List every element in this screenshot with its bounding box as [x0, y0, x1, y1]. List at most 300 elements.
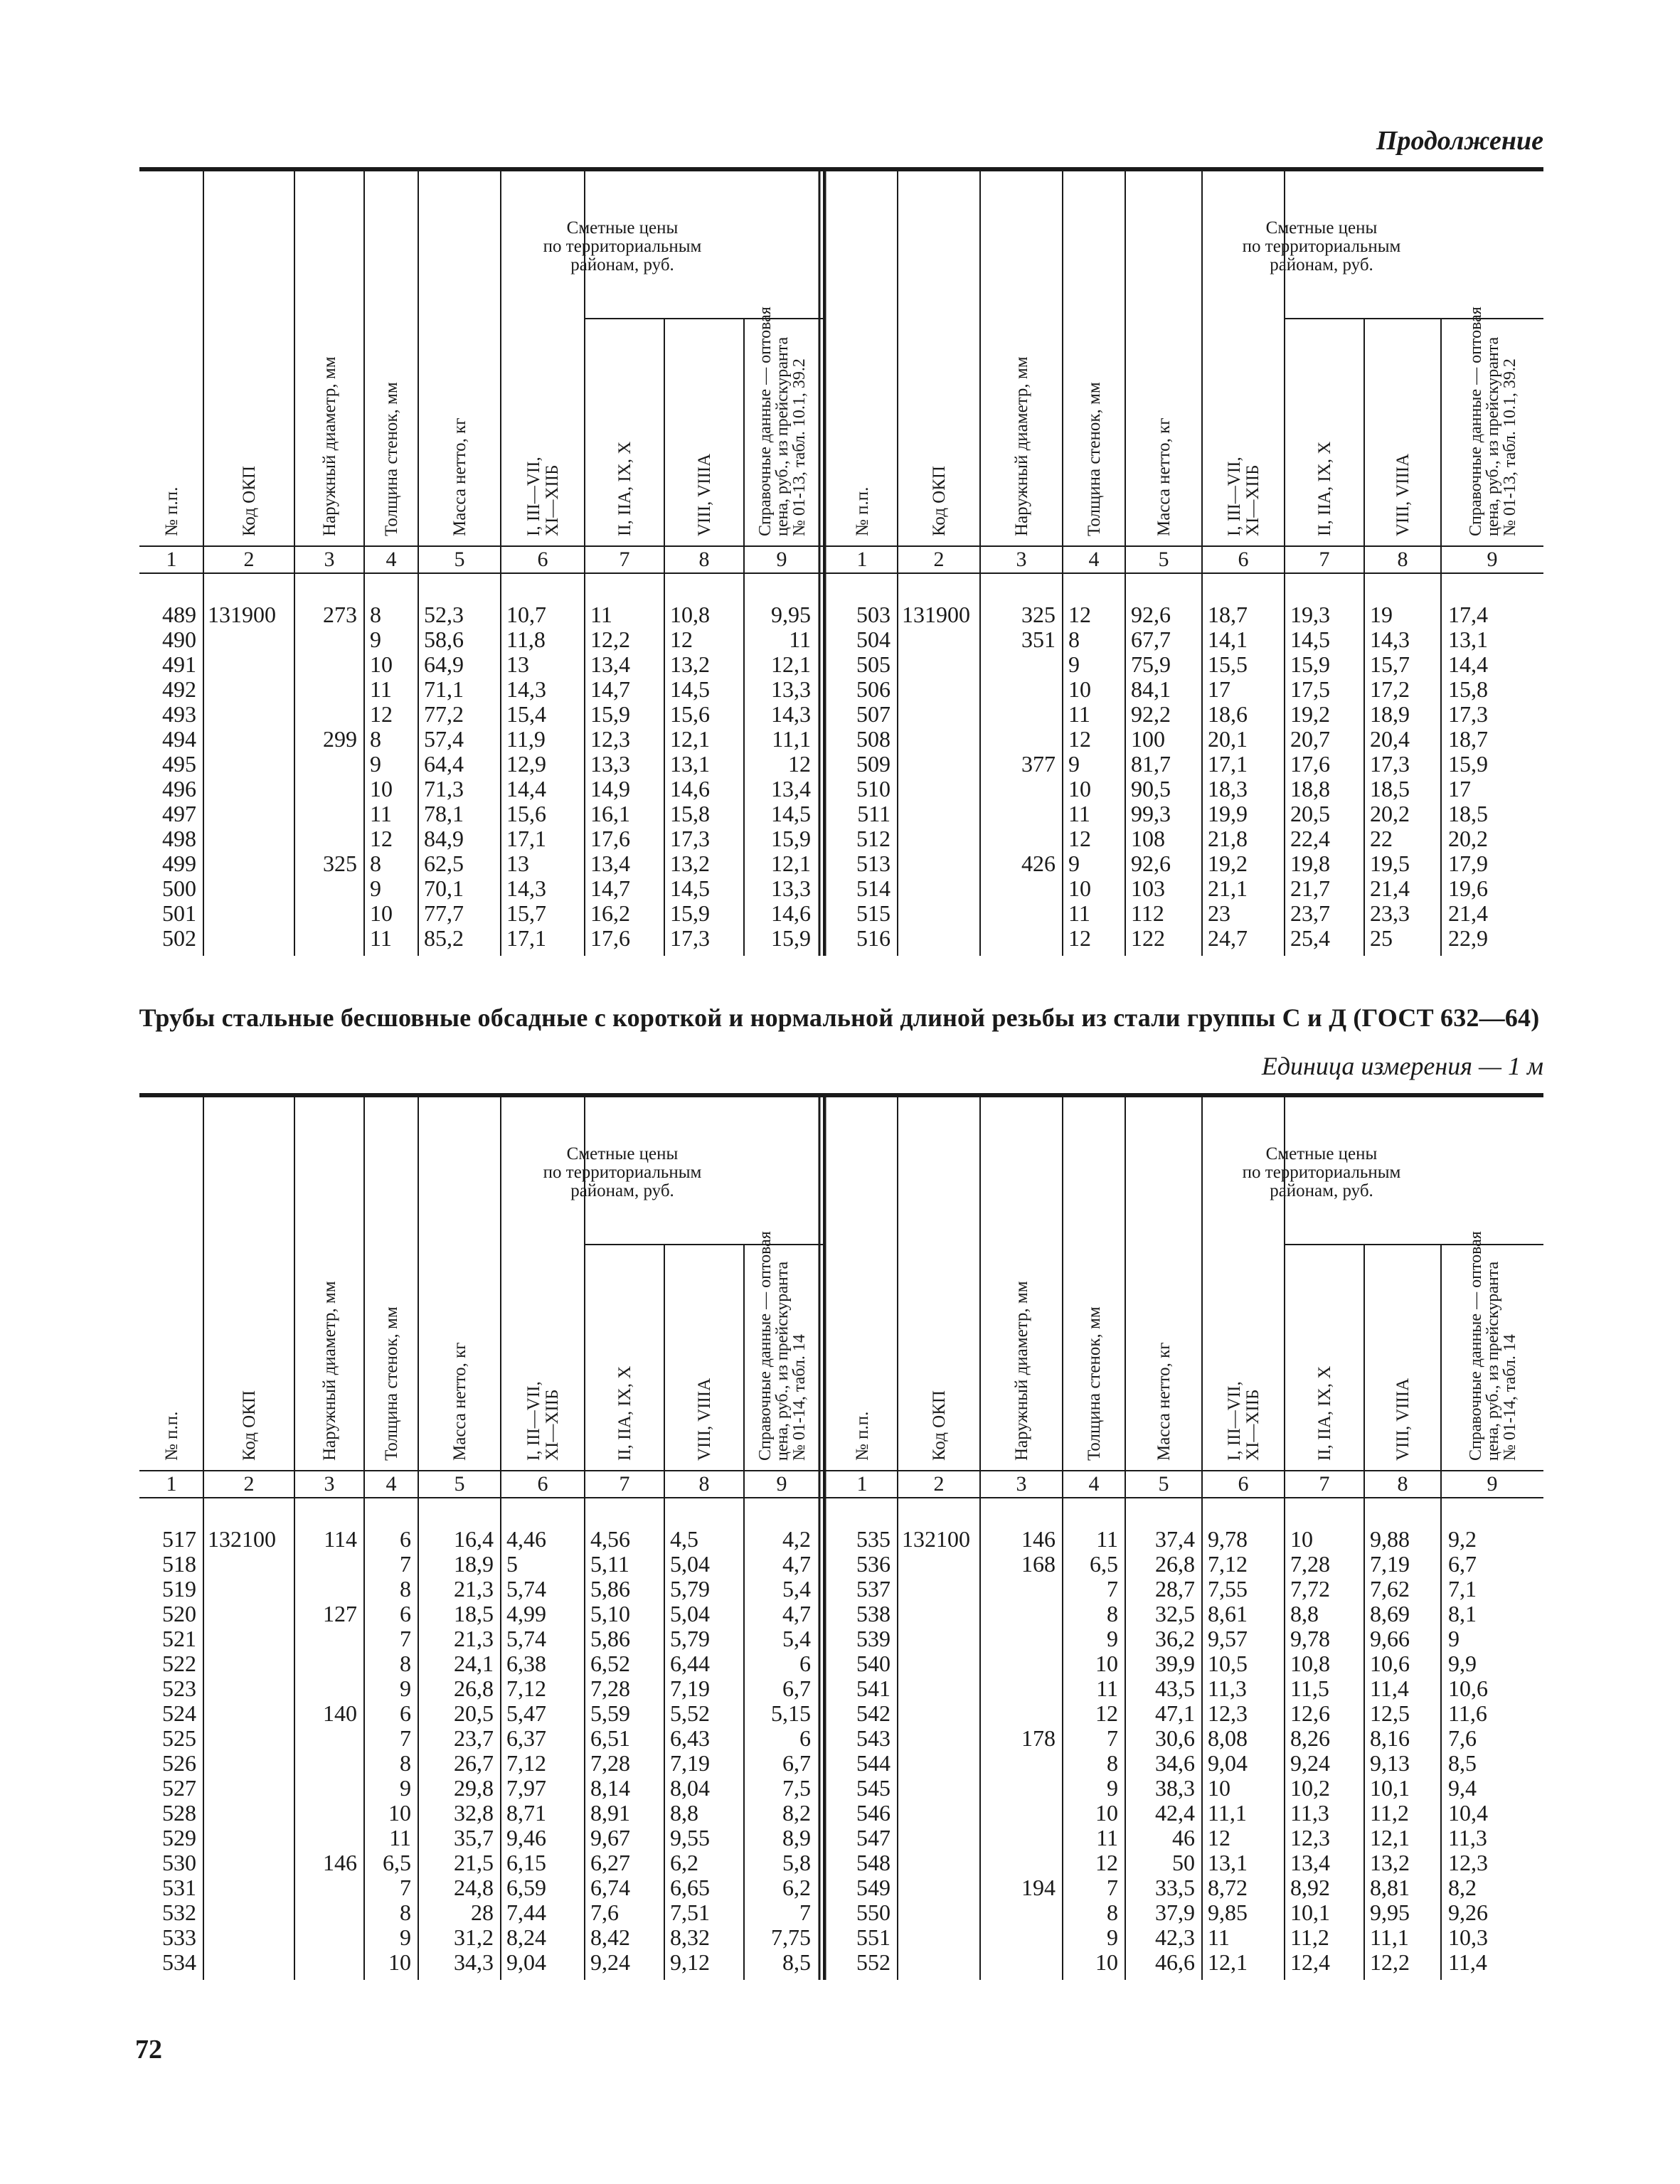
cell-right: 14,3: [1370, 627, 1410, 652]
cell-left: 497: [162, 801, 196, 826]
cell-left: 10: [388, 1949, 411, 1975]
cell-right: 511: [857, 801, 890, 826]
col-header-np-left: № п.п.: [162, 486, 181, 536]
cell-right: 19,6: [1448, 875, 1488, 901]
column-number-right: 4: [1088, 1472, 1100, 1496]
cell-right: 539: [856, 1626, 890, 1651]
cell-left: 146: [323, 1850, 357, 1875]
column-number-left: 7: [619, 1472, 630, 1496]
cell-right: 8: [1107, 1750, 1118, 1776]
cell-left: 6,52: [590, 1651, 630, 1676]
cell-left: 14,7: [590, 676, 630, 702]
cell-left: 13,4: [590, 651, 630, 677]
cell-left: 71,1: [424, 676, 464, 702]
col-header-np-left: № п.п.: [162, 1411, 181, 1461]
cell-left: 5,86: [590, 1576, 630, 1602]
cell-left: 23,7: [454, 1725, 494, 1751]
cell-right: 21,4: [1448, 900, 1488, 926]
cell-right: 325: [1021, 602, 1056, 627]
cell-left: 15,8: [670, 801, 710, 826]
cell-left: 518: [162, 1551, 196, 1577]
cell-right: 21,1: [1208, 875, 1248, 901]
cell-left: 529: [162, 1825, 196, 1850]
cell-left: 6,15: [506, 1850, 546, 1875]
cell-right: 9,24: [1290, 1750, 1330, 1776]
cell-left: 9,67: [590, 1825, 630, 1850]
col-header-price-2-left: II, IIA, IX, X: [615, 441, 634, 536]
cell-left: 12: [370, 826, 393, 851]
cell-right: 536: [856, 1551, 890, 1577]
cell-right: 503: [856, 602, 890, 627]
cell-right: 9: [1107, 1775, 1118, 1801]
cell-right: 21,4: [1370, 875, 1410, 901]
cell-left: 10,8: [670, 602, 710, 627]
cell-right: 8: [1068, 627, 1080, 652]
cell-left: 6: [799, 1651, 811, 1676]
group-header-left: районам, руб.: [570, 1181, 674, 1200]
cell-right: 11,3: [1290, 1800, 1329, 1826]
cell-left: 14,3: [506, 676, 546, 702]
cell-left: 26,8: [454, 1676, 494, 1701]
cell-left: 58,6: [424, 627, 464, 652]
cell-left: 7,97: [506, 1775, 546, 1801]
cell-right: 9: [1068, 651, 1080, 677]
cell-right: 8,08: [1208, 1725, 1248, 1751]
cell-left: 14,3: [771, 701, 811, 727]
col-header-mass-right: Масса нетто, кг: [1154, 1342, 1174, 1461]
cell-right: 548: [856, 1850, 890, 1875]
cell-left: 64,4: [424, 751, 464, 777]
cell-left: 8: [370, 851, 381, 876]
cell-right: 10,6: [1370, 1651, 1410, 1676]
cell-left: 18,5: [454, 1601, 494, 1626]
cell-right: 12,6: [1290, 1700, 1330, 1726]
cell-right: 92,2: [1131, 701, 1171, 727]
cell-left: 31,2: [454, 1924, 494, 1950]
cell-left: 6,27: [590, 1850, 630, 1875]
cell-left: 114: [324, 1526, 357, 1552]
cell-left: 35,7: [454, 1825, 494, 1850]
cell-left: 11: [370, 801, 392, 826]
cell-left: 5,11: [590, 1551, 629, 1577]
col-header-reference-left: Справочные данные — оптовая: [756, 1231, 775, 1461]
col-header-price-1-right: XI—XIIБ: [1243, 1389, 1262, 1461]
cell-right: 11: [1096, 1526, 1118, 1552]
cell-left: 7: [400, 1875, 411, 1900]
cell-left: 13,3: [590, 751, 630, 777]
cell-right: 6,7: [1448, 1551, 1477, 1577]
cell-left: 140: [323, 1700, 357, 1726]
cell-right: 194: [1021, 1875, 1056, 1900]
cell-right: 535: [856, 1526, 890, 1552]
cell-right: 9,85: [1208, 1900, 1248, 1925]
cell-right: 8,1: [1448, 1601, 1477, 1626]
cell-left: 5,86: [590, 1626, 630, 1651]
cell-right: 43,5: [1155, 1676, 1195, 1701]
cell-right: 28,7: [1155, 1576, 1195, 1602]
cell-left: 57,4: [424, 726, 464, 752]
cell-right: 30,6: [1155, 1725, 1195, 1751]
cell-right: 351: [1021, 627, 1056, 652]
cell-left: 9: [400, 1676, 411, 1701]
cell-left: 6,37: [506, 1725, 546, 1751]
cell-right: 84,1: [1131, 676, 1171, 702]
cell-right: 509: [856, 751, 890, 777]
cell-left: 6,65: [670, 1875, 710, 1900]
cell-right: 513: [856, 851, 890, 876]
group-header-mask-right: [1439, 1097, 1443, 1244]
cell-left: 6: [799, 1725, 811, 1751]
cell-right: 17,5: [1290, 676, 1330, 702]
cell-right: 546: [856, 1800, 890, 1826]
cell-left: 8: [400, 1900, 411, 1925]
column-number-right: 6: [1238, 1472, 1249, 1496]
column-number-left: 8: [698, 1472, 710, 1496]
cell-left: 6,7: [782, 1750, 811, 1776]
cell-right: 10: [1068, 676, 1091, 702]
cell-left: 532: [162, 1900, 196, 1925]
cell-right: 19,5: [1370, 851, 1410, 876]
cell-right: 9,78: [1290, 1626, 1330, 1651]
cell-right: 11,4: [1448, 1949, 1487, 1975]
cell-right: 8,69: [1370, 1601, 1410, 1626]
cell-left: 8,32: [670, 1924, 710, 1950]
group-header-right: по территориальным: [1242, 237, 1401, 256]
cell-left: 16,2: [590, 900, 630, 926]
cell-left: 8,04: [670, 1775, 710, 1801]
cell-left: 13,1: [670, 751, 710, 777]
cell-left: 9: [370, 875, 381, 901]
column-number-left: 6: [537, 1472, 548, 1496]
cell-right: 15,7: [1370, 651, 1410, 677]
cell-left: 5,4: [782, 1626, 811, 1651]
cell-right: 507: [856, 701, 890, 727]
col-header-diameter-left: Наружный диаметр, мм: [320, 1281, 339, 1461]
cell-right: 7,72: [1290, 1576, 1330, 1602]
cell-left: 9,12: [670, 1949, 710, 1975]
cell-right: 12: [1208, 1825, 1230, 1850]
col-header-mass-left: Масса нетто, кг: [450, 417, 469, 536]
cell-right: 11,3: [1448, 1825, 1487, 1850]
cell-left: 17,3: [670, 826, 710, 851]
cell-left: 11: [370, 925, 392, 951]
cell-left: 7,28: [590, 1750, 630, 1776]
group-header-right: Сметные цены: [1265, 1144, 1378, 1163]
cell-left: 6,38: [506, 1651, 546, 1676]
cell-left: 528: [162, 1800, 196, 1826]
cell-left: 4,7: [782, 1551, 811, 1577]
cell-right: 19: [1370, 602, 1393, 627]
cell-left: 6,44: [670, 1651, 710, 1676]
cell-right: 33,5: [1155, 1875, 1195, 1900]
cell-left: 9: [400, 1924, 411, 1950]
col-header-reference-right: Справочные данные — оптовая: [1467, 307, 1485, 536]
cell-left: 5,4: [782, 1576, 811, 1602]
col-header-price-3-right: VIII, VIIIA: [1393, 453, 1413, 536]
column-number-right: 8: [1397, 548, 1408, 571]
cell-left: 5,8: [782, 1850, 811, 1875]
cell-left: 13,3: [771, 875, 811, 901]
cell-right: 545: [856, 1775, 890, 1801]
cell-right: 9,88: [1370, 1526, 1410, 1552]
col-header-reference-right: Справочные данные — оптовая: [1467, 1231, 1485, 1461]
cell-right: 9,26: [1448, 1900, 1488, 1925]
column-number-right: 6: [1238, 548, 1249, 571]
cell-left: 8: [400, 1576, 411, 1602]
col-header-diameter-left: Наружный диаметр, мм: [320, 356, 339, 536]
cell-left: 6,7: [782, 1676, 811, 1701]
cell-right: 10: [1095, 1949, 1118, 1975]
cell-left: 11,8: [506, 627, 546, 652]
cell-left: 8: [370, 602, 381, 627]
cell-left: 15,9: [771, 925, 811, 951]
cell-left: 14,5: [771, 801, 811, 826]
cell-right: 67,7: [1131, 627, 1171, 652]
cell-left: 131900: [208, 602, 276, 627]
cell-right: 9,57: [1208, 1626, 1248, 1651]
cell-right: 12,3: [1208, 1700, 1248, 1726]
cell-left: 9,95: [771, 602, 811, 627]
cell-left: 8,9: [782, 1825, 811, 1850]
cell-right: 12: [1068, 826, 1091, 851]
cell-right: 11: [1068, 801, 1090, 826]
cell-right: 50: [1172, 1850, 1195, 1875]
cell-right: 12,5: [1370, 1700, 1410, 1726]
cell-left: 8,2: [782, 1800, 811, 1826]
cell-left: 78,1: [424, 801, 464, 826]
cell-right: 9,9: [1448, 1651, 1477, 1676]
cell-left: 495: [162, 751, 196, 777]
group-header-right: районам, руб.: [1270, 255, 1373, 275]
cell-right: 9,78: [1208, 1526, 1248, 1552]
cell-left: 17,1: [506, 925, 546, 951]
cell-right: 8: [1107, 1900, 1118, 1925]
cell-right: 36,2: [1155, 1626, 1195, 1651]
cell-right: 510: [856, 776, 890, 801]
column-number-left: 2: [243, 548, 255, 571]
cell-right: 42,3: [1155, 1924, 1195, 1950]
group-header-mask-left: [742, 1097, 746, 1244]
col-header-mass-right: Масса нетто, кг: [1154, 417, 1174, 536]
cell-left: 14,5: [670, 676, 710, 702]
cell-right: 516: [856, 925, 890, 951]
cell-left: 10,7: [506, 602, 546, 627]
column-number-right: 2: [933, 1472, 945, 1496]
cell-right: 514: [856, 875, 890, 901]
cell-right: 551: [856, 1924, 890, 1950]
cell-left: 522: [162, 1651, 196, 1676]
cell-right: 19,3: [1290, 602, 1330, 627]
column-number-right: 3: [1016, 1472, 1027, 1496]
col-header-wall-left: Толщина стенок, мм: [382, 1306, 401, 1461]
cell-right: 18,8: [1290, 776, 1330, 801]
col-header-price-3-right: VIII, VIIIA: [1393, 1378, 1413, 1461]
cell-right: 22,4: [1290, 826, 1330, 851]
column-number-right: 1: [856, 548, 868, 571]
col-header-price-1-right: XI—XIIБ: [1243, 464, 1262, 536]
cell-right: 75,9: [1131, 651, 1171, 677]
cell-right: 14,4: [1448, 651, 1488, 677]
cell-right: 11,4: [1370, 1676, 1409, 1701]
cell-right: 10,6: [1448, 1676, 1488, 1701]
cell-right: 17,6: [1290, 751, 1330, 777]
col-header-mass-left: Масса нетто, кг: [450, 1342, 469, 1461]
cell-right: 20,7: [1290, 726, 1330, 752]
cell-right: 11: [1068, 900, 1090, 926]
cell-right: 552: [856, 1949, 890, 1975]
group-header-right: Сметные цены: [1265, 218, 1378, 238]
column-number-left: 9: [776, 1472, 787, 1496]
cell-left: 52,3: [424, 602, 464, 627]
column-number-left: 1: [166, 548, 177, 571]
cell-left: 13,3: [771, 676, 811, 702]
col-header-reference-right: цена, руб., из прейскуранта: [1484, 1261, 1502, 1461]
cell-right: 8,5: [1448, 1750, 1477, 1776]
col-header-reference-left: № 01-13, табл. 10.1, 39.2: [790, 358, 809, 536]
cell-left: 531: [162, 1875, 196, 1900]
cell-left: 71,3: [424, 776, 464, 801]
cell-right: 542: [856, 1700, 890, 1726]
cell-right: 19,2: [1208, 851, 1248, 876]
cell-right: 37,4: [1155, 1526, 1195, 1552]
cell-left: 8,24: [506, 1924, 546, 1950]
cell-left: 15,7: [506, 900, 546, 926]
cell-left: 8: [400, 1651, 411, 1676]
col-header-wall-right: Толщина стенок, мм: [1085, 382, 1104, 536]
cell-left: 13: [506, 851, 529, 876]
column-number-left: 6: [537, 548, 548, 571]
cell-left: 10: [370, 651, 393, 677]
cell-left: 9,24: [590, 1949, 630, 1975]
cell-left: 15,9: [590, 701, 630, 727]
cell-left: 12: [370, 701, 393, 727]
cell-right: 9: [1107, 1924, 1118, 1950]
cell-right: 92,6: [1131, 602, 1171, 627]
col-header-price-1-left: XI—XIIБ: [543, 1389, 562, 1461]
col-header-price-2-right: II, IIA, IX, X: [1315, 441, 1334, 536]
cell-left: 11: [590, 602, 612, 627]
cell-left: 8,91: [590, 1800, 630, 1826]
cell-left: 14,7: [590, 875, 630, 901]
cell-left: 24,1: [454, 1651, 494, 1676]
column-number-right: 5: [1158, 548, 1169, 571]
cell-right: 17,2: [1370, 676, 1410, 702]
col-header-reference-left: цена, руб., из прейскуранта: [773, 336, 792, 536]
cell-right: 9: [1068, 751, 1080, 777]
group-header-left: районам, руб.: [570, 255, 674, 275]
cell-left: 12,1: [670, 726, 710, 752]
cell-left: 64,9: [424, 651, 464, 677]
cell-left: 14,4: [506, 776, 546, 801]
cell-left: 11,1: [772, 726, 811, 752]
cell-right: 7: [1107, 1725, 1118, 1751]
cell-right: 10: [1208, 1775, 1230, 1801]
col-header-wall-left: Толщина стенок, мм: [382, 382, 401, 536]
cell-left: 502: [162, 925, 196, 951]
cell-right: 8,26: [1290, 1725, 1330, 1751]
column-number-right: 2: [933, 548, 945, 571]
cell-left: 13,4: [771, 776, 811, 801]
cell-right: 20,2: [1370, 801, 1410, 826]
cell-left: 5,52: [670, 1700, 710, 1726]
cell-right: 8,8: [1290, 1601, 1319, 1626]
cell-left: 7,51: [670, 1900, 710, 1925]
cell-right: 8,72: [1208, 1875, 1248, 1900]
cell-left: 17,3: [670, 925, 710, 951]
cell-left: 492: [162, 676, 196, 702]
cell-right: 540: [856, 1651, 890, 1676]
cell-left: 21,3: [454, 1576, 494, 1602]
cell-right: 17,4: [1448, 602, 1488, 627]
cell-right: 543: [856, 1725, 890, 1751]
cell-left: 8,14: [590, 1775, 630, 1801]
col-header-okp-right: Код ОКП: [930, 1390, 949, 1461]
cell-right: 10: [1068, 776, 1091, 801]
cell-left: 4,99: [506, 1601, 546, 1626]
column-number-right: 9: [1487, 1472, 1498, 1496]
cell-left: 9: [370, 751, 381, 777]
cell-right: 7: [1107, 1576, 1118, 1602]
cell-right: 90,5: [1131, 776, 1171, 801]
cell-right: 17,3: [1448, 701, 1488, 727]
cell-right: 7,55: [1208, 1576, 1248, 1602]
cell-left: 84,9: [424, 826, 464, 851]
cell-right: 15,9: [1448, 751, 1488, 777]
cell-left: 4,7: [782, 1601, 811, 1626]
unit-label: Единица измерения — 1 м: [1261, 1052, 1543, 1080]
cell-left: 520: [162, 1601, 196, 1626]
cell-right: 92,6: [1131, 851, 1171, 876]
group-header-left: по территориальным: [543, 1163, 702, 1182]
cell-left: 24,8: [454, 1875, 494, 1900]
cell-right: 12: [1068, 602, 1091, 627]
cell-right: 13,4: [1290, 1850, 1330, 1875]
cell-left: 523: [162, 1676, 196, 1701]
cell-right: 10: [1095, 1651, 1118, 1676]
cell-left: 15,6: [506, 801, 546, 826]
cell-left: 521: [162, 1626, 196, 1651]
cell-left: 6: [400, 1526, 411, 1552]
cell-left: 7: [400, 1551, 411, 1577]
column-number-left: 3: [324, 1472, 335, 1496]
cell-left: 14,5: [670, 875, 710, 901]
cell-left: 18,9: [454, 1551, 494, 1577]
cell-left: 9,04: [506, 1949, 546, 1975]
cell-right: 15,8: [1448, 676, 1488, 702]
cell-right: 10,1: [1290, 1900, 1330, 1925]
cell-right: 9,13: [1370, 1750, 1410, 1776]
cell-left: 5,79: [670, 1626, 710, 1651]
continued-label: Продолжение: [1376, 126, 1543, 156]
cell-right: 18,9: [1370, 701, 1410, 727]
cell-right: 10: [1095, 1800, 1118, 1826]
cell-right: 46,6: [1155, 1949, 1195, 1975]
cell-left: 8,42: [590, 1924, 630, 1950]
cell-left: 15,4: [506, 701, 546, 727]
cell-right: 108: [1131, 826, 1165, 851]
cell-right: 12: [1095, 1700, 1118, 1726]
col-header-okp-right: Код ОКП: [930, 466, 949, 536]
cell-right: 8,81: [1370, 1875, 1410, 1900]
cell-right: 11: [1096, 1676, 1118, 1701]
cell-left: 11: [389, 1825, 411, 1850]
cell-left: 9,55: [670, 1825, 710, 1850]
column-number-right: 1: [856, 1472, 868, 1496]
col-header-price-2-left: II, IIA, IX, X: [615, 1365, 634, 1461]
cell-right: 538: [856, 1601, 890, 1626]
cell-left: 7,12: [506, 1676, 546, 1701]
cell-left: 493: [162, 701, 196, 727]
